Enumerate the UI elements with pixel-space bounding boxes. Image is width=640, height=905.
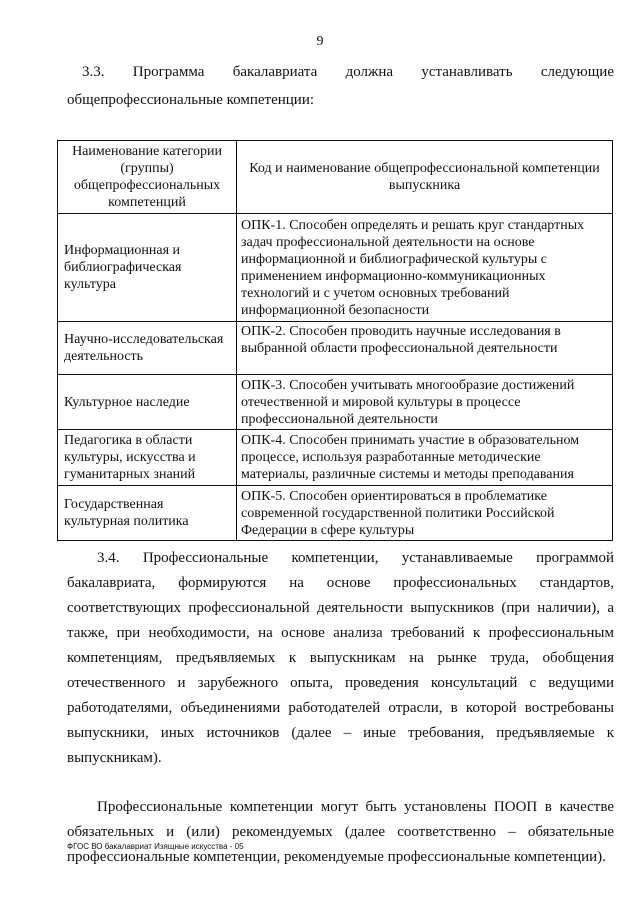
- competence-cell: ОПК-2. Способен проводить научные исследования в выбранной области профессиональной деятельности: [237, 322, 613, 375]
- competence-cell: ОПК-4. Способен принимать участие в образовательном процессе, используя разработанные методические материалы, различные системы и методы преподавания: [237, 430, 613, 486]
- heading-word: следующие: [540, 64, 614, 80]
- competences-table: [57, 140, 613, 541]
- heading-word: бакалавриата: [232, 64, 318, 80]
- category-cell: Культурное наследие: [58, 375, 237, 430]
- paragraph-3-4: 3.4. Профессиональные компетенции, устанавливаемые программой бакалавриата, формируются на основе профессиональных стандартов, соответствующих профессиональной деятельности выпускников (при наличии), а также, при необходимости, на основе анализа требований к профессиональным компетенциям, предъявляемых к выпускникам на рынке труда, обобщения отечественного и зарубежного опыта, проведения консультаций с ведущими работодателями, объединениями работодателей отрасли, в которой востребованы выпускники, иных источников (далее – иные требования, предъявляемые к выпускникам).: [67, 550, 614, 766]
- heading-word: устанавливать: [421, 64, 513, 80]
- competence-cell: ОПК-1. Способен определять и решать круг стандартных задач профессиональной деятельности на основе информационной и библиографической культуры с применением информационно-коммуникационных технологий и с учетом основных требований информационной безопасности: [237, 214, 613, 322]
- heading-word: должна: [345, 64, 394, 80]
- category-cell: Педагогика в области культуры, искусства и гуманитарных знаний: [58, 430, 237, 486]
- page-number: 9: [316, 34, 324, 49]
- category-cell: Информационная и библиографическая культура: [58, 214, 237, 322]
- table-row: [58, 486, 613, 541]
- category-cell: Государственная культурная политика: [58, 486, 237, 541]
- header-category: Наименование категории (группы) общепрофессиональных компетенций: [58, 141, 237, 214]
- competence-cell: ОПК-5. Способен ориентироваться в проблематике современной государственной политики Российской Федерации в сфере культуры: [237, 486, 613, 541]
- heading-word: 3.3.: [82, 64, 105, 80]
- category-cell: Научно-исследовательская деятельность: [58, 322, 237, 375]
- heading-word: Программа: [132, 64, 205, 80]
- table-row: [58, 214, 613, 322]
- competence-cell: ОПК-3. Способен учитывать многообразие достижений отечественной и мировой культуры в процессе профессиональной деятельности: [237, 375, 613, 430]
- paragraph-professional-competences: Профессиональные компетенции могут быть установлены ПООП в качестве обязательных и (или) рекомендуемых (далее соответственно – обязательные профессиональные компетенции, рекомендуемые профессиональные компетенции).: [67, 799, 614, 865]
- footer-note: ФГОС ВО бакалавриат Изящные искусства - 05: [67, 842, 244, 851]
- header-competence: Код и наименование общепрофессиональной компетенции выпускника: [237, 141, 613, 214]
- table-row: [58, 375, 613, 430]
- table-row: [58, 322, 613, 375]
- section-heading-continuation: общепрофессиональные компетенции:: [67, 92, 315, 108]
- section-heading: [82, 64, 614, 81]
- table-row: [58, 430, 613, 486]
- table-header-row: [58, 141, 613, 214]
